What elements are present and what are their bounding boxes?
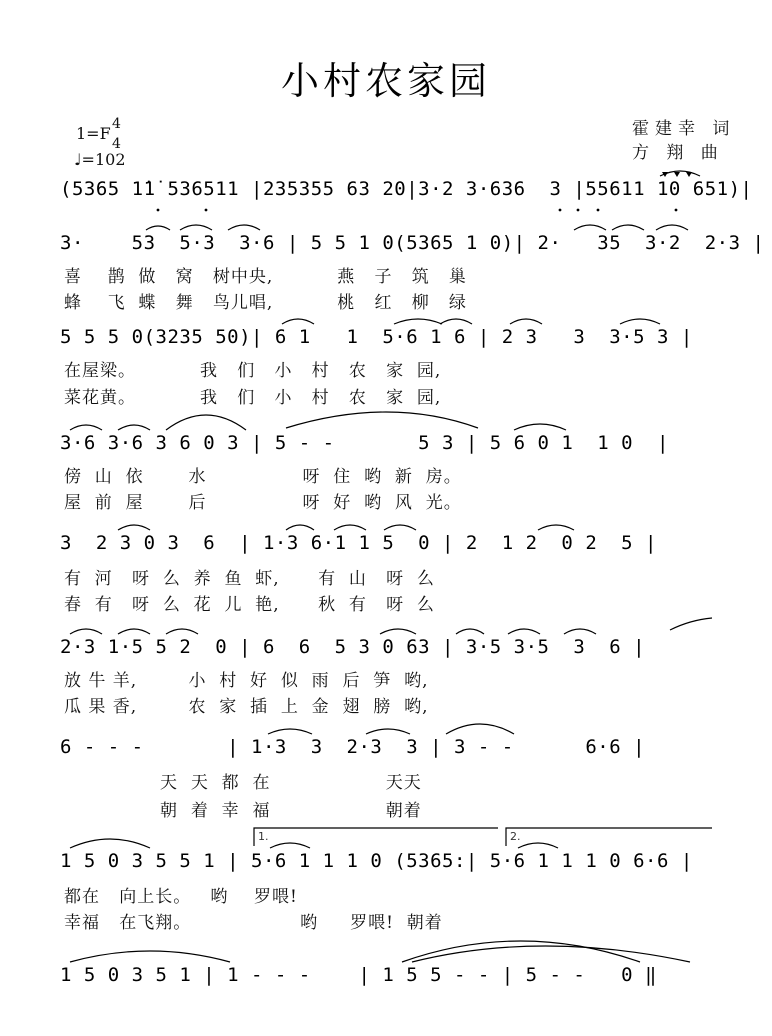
lyric-verse-1: 有 河 呀 么 养 鱼 虾, 有 山 呀 么 <box>64 569 435 589</box>
lyric-verse-1: 都在 向上长。 哟 罗喂! <box>64 887 298 907</box>
song-title: 小村农家园 <box>280 59 491 103</box>
slur-mark <box>118 425 150 430</box>
slur-mark <box>166 415 246 430</box>
accent-marks <box>662 172 692 177</box>
slur-mark <box>510 319 542 324</box>
slur-mark <box>384 525 416 530</box>
staff-line-2: 3· 53 5·3 3·6 | 5 5 1 0(5365 1 0)| 2· 35 3·2 2·3 | <box>60 232 765 254</box>
lyric-verse-1: 喜 鹊 做 窝 树中央, 燕 子 筑 巢 <box>64 267 467 287</box>
slur-mark <box>146 226 170 230</box>
slur-mark <box>670 618 712 630</box>
slur-mark <box>514 424 566 430</box>
slur-mark <box>180 225 212 230</box>
slur-mark <box>282 319 314 324</box>
lyric-verse-2: 屋 前 屋 后 呀 好 哟 风 光。 <box>64 493 462 513</box>
slur-mark <box>166 629 198 634</box>
staff-line-8: 1 5 0 3 5 5 1 | 5·6 1 1 1 0 (5365:| 5·6 1 1 1 0 6·6 | <box>60 850 693 872</box>
slur-mark <box>574 225 606 230</box>
slur-mark <box>656 225 688 230</box>
slur-mark <box>286 412 478 428</box>
slur-mark <box>380 629 416 634</box>
slur-mark <box>334 525 366 530</box>
staff-line-4: 3·6 3·6 3 6 0 3 | 5 - - 5 3 | 5 6 0 1 1 0 | <box>60 432 669 454</box>
staff-line-5: 3 2 3 0 3 6 | 1·3 6·1 1 5 0 | 2 1 2 0 2 5 | <box>60 532 657 554</box>
staff-line-1: (5365 1̇1̇ 536511 |235355 63 20|3·2 3·636 3 |55611 10 651)| <box>60 178 753 200</box>
slur-mark <box>70 629 102 634</box>
lyric-verse-2: 朝 着 幸 福 朝着 <box>64 801 422 821</box>
slur-mark <box>394 319 442 324</box>
slur-mark <box>402 941 640 962</box>
slur-mark <box>612 225 644 230</box>
key-signature: 1=F <box>76 124 111 143</box>
slur-mark <box>70 951 230 962</box>
slur-mark <box>270 843 310 848</box>
slur-mark <box>228 225 260 230</box>
staff-line-9: 1 5 0 3 5 1 | 1 - - - | 1 5 5 - - | 5 - - 0 ‖ <box>60 964 657 986</box>
second-ending-label: 2. <box>510 830 521 843</box>
slur-mark <box>118 629 150 634</box>
slur-mark <box>412 946 690 962</box>
lyric-verse-2: 春 有 呀 么 花 儿 艳, 秋 有 呀 么 <box>64 595 435 615</box>
slur-mark <box>70 839 150 848</box>
composer-credit: 方 翔 曲 <box>632 143 724 163</box>
slur-mark <box>268 729 312 734</box>
lyric-verse-2: 幸福 在飞翔。 哟 罗喂! 朝着 <box>64 913 443 933</box>
slur-mark <box>70 425 102 430</box>
slur-mark <box>538 525 574 530</box>
staff-line-6: 2·3 1·5 5 2 0 | 6 6 5 3 0 63 | 3·5 3·5 3 6 | <box>60 636 646 658</box>
staff-line-7: 6 - - - | 1·3 3 2·3 3 | 3 - - 6·6 | <box>60 736 646 758</box>
slur-mark <box>118 525 150 530</box>
first-ending-label: 1. <box>258 830 269 843</box>
time-signature-bottom: 4 <box>112 136 121 152</box>
tempo-marking: ♩=102 <box>74 150 126 169</box>
slur-mark <box>564 629 596 634</box>
slur-mark <box>518 843 558 848</box>
slur-mark <box>286 525 314 530</box>
slur-mark <box>508 629 540 634</box>
lyric-verse-1: 放 牛 羊, 小 村 好 似 雨 后 笋 哟, <box>64 671 429 691</box>
octave-dots <box>157 209 678 212</box>
slur-mark <box>366 729 410 734</box>
slur-mark <box>456 629 484 634</box>
lyric-verse-1: 傍 山 依 水 呀 住 哟 新 房。 <box>64 467 462 487</box>
slur-mark <box>446 724 514 734</box>
lyric-verse-2: 蜂 飞 蝶 舞 鸟儿唱, 桃 红 柳 绿 <box>64 293 467 313</box>
staff-line-3: 5 5 5 0(3235 50)| 6 1 1 5·6 1 6 | 2 3 3 3·5 3 | <box>60 326 693 348</box>
slur-mark <box>440 319 472 324</box>
lyricist-credit: 霍建幸 词 <box>632 119 736 139</box>
time-signature-top: 4 <box>112 116 121 132</box>
lyric-verse-1: 天 天 都 在 天天 <box>64 773 422 793</box>
slur-mark <box>620 319 660 324</box>
lyric-verse-1: 在屋梁。 我 们 小 村 农 家 园, <box>64 361 442 381</box>
lyric-verse-2: 瓜 果 香, 农 家 插 上 金 翅 膀 哟, <box>64 697 429 717</box>
lyric-verse-2: 菜花黄。 我 们 小 村 农 家 园, <box>64 388 442 408</box>
